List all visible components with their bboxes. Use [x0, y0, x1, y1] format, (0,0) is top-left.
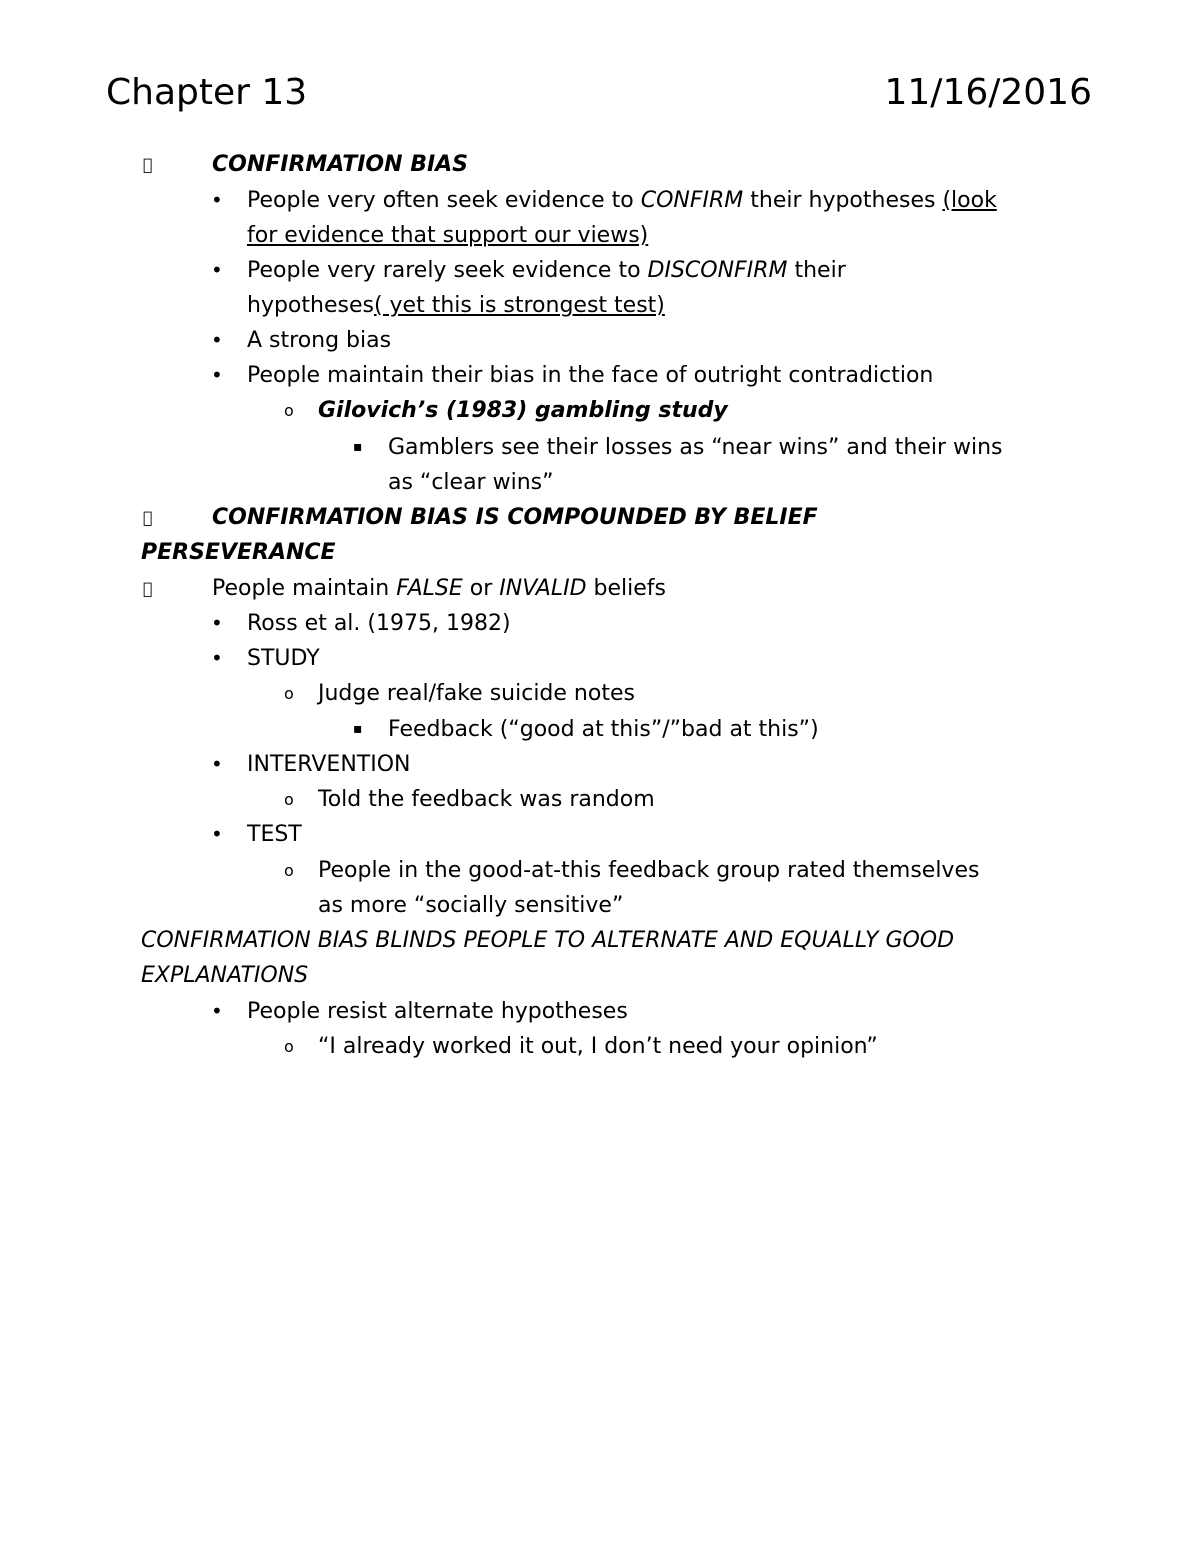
- item-text: as “clear wins”: [388, 470, 554, 495]
- item-text: Ross et al. (1975, 1982): [247, 611, 511, 636]
- item-text: “I already worked it out, I don’t need your opinion”: [318, 1034, 878, 1059]
- bullet-icon: •: [211, 611, 223, 635]
- heading-text: CONFIRMATION BIAS IS COMPOUNDED BY BELIEF: [212, 505, 818, 530]
- item-text: for evidence that support our views): [247, 223, 649, 248]
- arrow-glyph-icon: [143, 147, 153, 182]
- bullet-icon: •: [211, 822, 223, 846]
- bullet-icon: •: [211, 363, 223, 387]
- bullet-icon: •: [211, 646, 223, 670]
- square-bullet-icon: ▪: [353, 439, 363, 455]
- item-text: INTERVENTION: [247, 752, 411, 777]
- circle-bullet-icon: o: [284, 861, 294, 880]
- square-bullet-icon: ▪: [353, 721, 363, 737]
- item-text: STUDY: [247, 646, 320, 671]
- bullet-icon: •: [211, 752, 223, 776]
- item-text: People maintain their bias in the face of outright contradiction: [247, 363, 934, 388]
- item-text: People resist alternate hypotheses: [247, 999, 628, 1024]
- item-text: Gamblers see their losses as “near wins” and their wins: [388, 435, 1003, 460]
- circle-bullet-icon: o: [284, 1037, 294, 1056]
- item-text: A strong bias: [247, 328, 392, 353]
- circle-bullet-icon: o: [284, 401, 294, 420]
- heading-text: CONFIRMATION BIAS: [212, 152, 469, 177]
- circle-bullet-icon: o: [284, 790, 294, 809]
- page-title: Chapter 13: [106, 72, 308, 113]
- item-text: People maintain FALSE or INVALID beliefs: [212, 576, 666, 601]
- bullet-icon: •: [211, 188, 223, 212]
- heading-text: PERSEVERANCE: [141, 540, 336, 565]
- item-text: as more “socially sensitive”: [318, 893, 624, 918]
- arrow-glyph-icon: [143, 500, 153, 535]
- circle-bullet-icon: o: [284, 684, 294, 703]
- item-text: People very often seek evidence to CONFIRM their hypotheses (look: [247, 188, 997, 213]
- heading-text: CONFIRMATION BIAS BLINDS PEOPLE TO ALTERNATE AND EQUALLY GOOD: [141, 928, 955, 953]
- page-date: 11/16/2016: [884, 72, 1092, 113]
- item-text: Gilovich’s (1983) gambling study: [318, 398, 728, 423]
- item-text: hypotheses( yet this is strongest test): [247, 293, 665, 318]
- bullet-icon: •: [211, 328, 223, 352]
- bullet-icon: •: [211, 258, 223, 282]
- item-text: People in the good-at-this feedback group rated themselves: [318, 858, 980, 883]
- heading-text: EXPLANATIONS: [141, 963, 309, 988]
- arrow-glyph-icon: [143, 571, 153, 606]
- item-text: People very rarely seek evidence to DISCONFIRM their: [247, 258, 846, 283]
- bullet-icon: •: [211, 999, 223, 1023]
- item-text: Told the feedback was random: [318, 787, 655, 812]
- item-text: TEST: [247, 822, 302, 847]
- item-text: Judge real/fake suicide notes: [318, 681, 635, 706]
- item-text: Feedback (“good at this”/”bad at this”): [388, 717, 819, 742]
